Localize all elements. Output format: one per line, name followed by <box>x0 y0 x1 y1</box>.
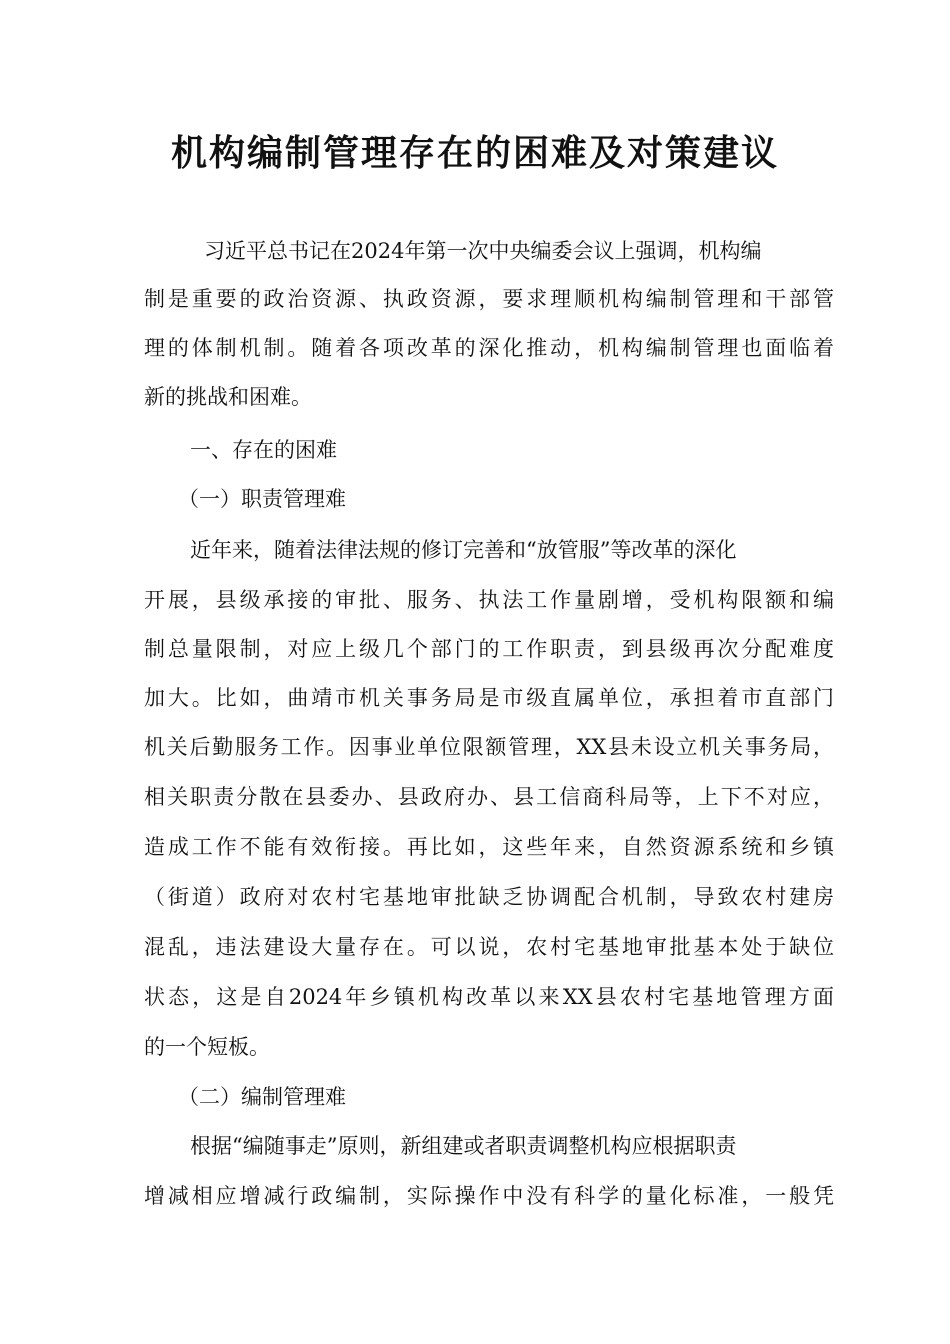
paragraph-2-line-2: 开展，县级承接的审批、服务、执法工作量剧增，受机构限额和编 <box>144 588 834 612</box>
paragraph-2-line-8: （街道）政府对农村宅基地审批缺乏协调配合机制，导致农村建房 <box>144 885 834 909</box>
paragraph-2-line-1: 近年来，随着法律法规的修订完善和“放管服”等改革的深化 <box>190 538 737 562</box>
paragraph-1-line-4: 新的挑战和困难。 <box>144 385 312 409</box>
paragraph-1-line-2: 制是重要的政治资源、执政资源，要求理顺机构编制管理和干部管 <box>144 287 834 311</box>
paragraph-3-line-1: 根据“编随事走”原则，新组建或者职责调整机构应根据职责 <box>190 1134 737 1158</box>
paragraph-2-line-9: 混乱，违法建设大量存在。可以说，农村宅基地审批基本处于缺位 <box>144 935 834 959</box>
paragraph-2-line-7: 造成工作不能有效衔接。再比如，这些年来，自然资源系统和乡镇 <box>144 835 834 859</box>
paragraph-2-line-5: 机关后勤服务工作。因事业单位限额管理，XX县未设立机关事务局， <box>144 735 834 759</box>
paragraph-1-line-3: 理的体制机制。随着各项改革的深化推动，机构编制管理也面临着 <box>144 336 834 360</box>
paragraph-2-line-3: 制总量限制，对应上级几个部门的工作职责，到县级再次分配难度 <box>144 637 834 661</box>
section-heading-1: 一、存在的困难 <box>190 438 337 462</box>
paragraph-2-line-11: 的一个短板。 <box>144 1035 270 1059</box>
paragraph-3-line-2: 增减相应增减行政编制，实际操作中没有科学的量化标准，一般凭 <box>144 1184 834 1208</box>
paragraph-2-line-4: 加大。比如，曲靖市机关事务局是市级直属单位，承担着市直部门 <box>144 686 834 710</box>
paragraph-1-line-1: 习近平总书记在2024年第一次中央编委会议上强调，机构编 <box>204 239 762 263</box>
paragraph-2-line-6: 相关职责分散在县委办、县政府办、县工信商科局等，上下不对应， <box>144 785 834 809</box>
subsection-heading-1: （一）职责管理难 <box>178 487 346 511</box>
paragraph-2-line-10: 状态，这是自2024年乡镇机构改革以来XX县农村宅基地管理方面 <box>144 985 834 1009</box>
subsection-heading-2: （二）编制管理难 <box>178 1085 346 1109</box>
document-title: 机构编制管理存在的困难及对策建议 <box>170 133 779 174</box>
